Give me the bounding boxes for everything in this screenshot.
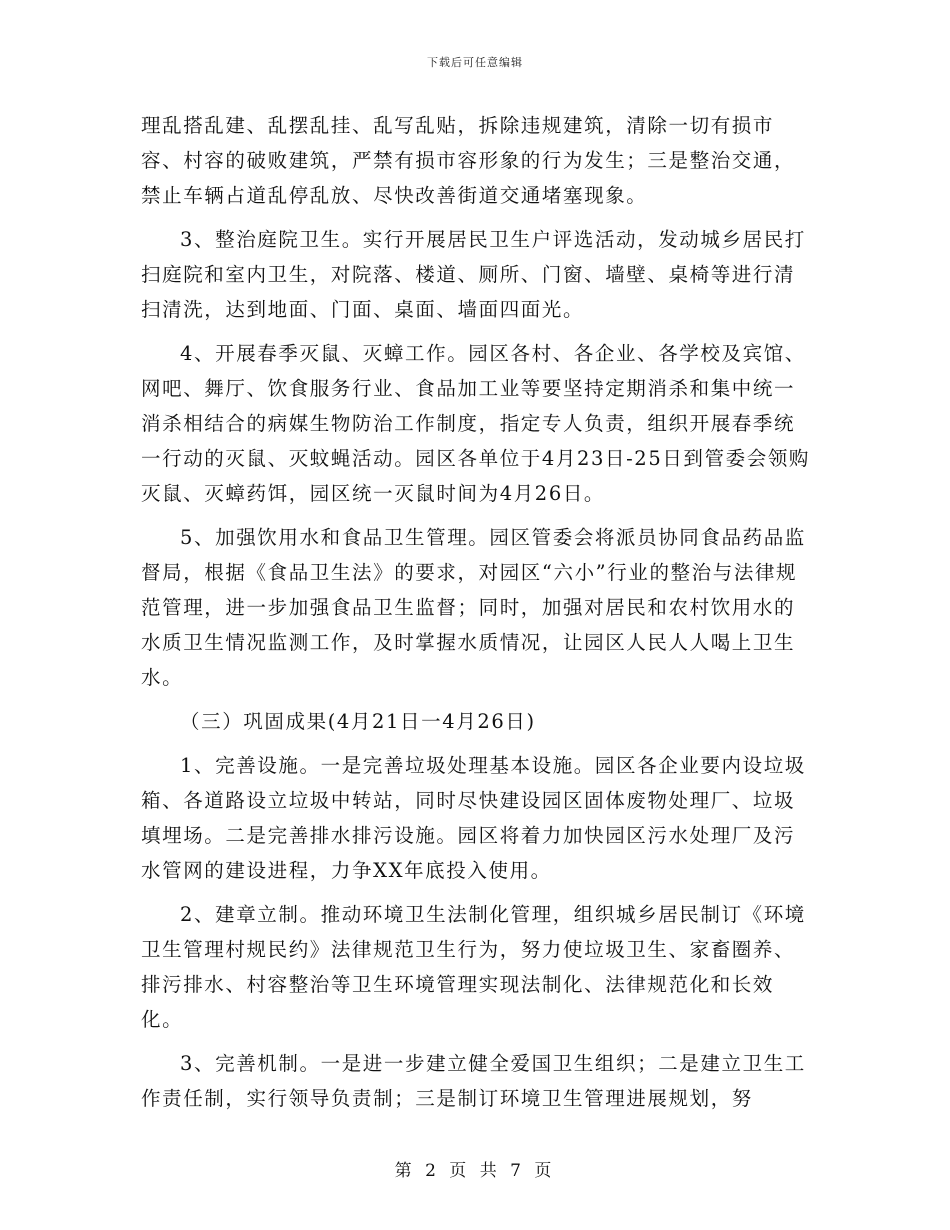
paragraph-item-1: 1、完善设施。一是完善垃圾处理基本设施。园区各企业要内设垃圾箱、各道路设立垃圾中转站，同时尽快建设园区固体废物处理厂、垃圾填埋场。二是完善排水排污设施。园区将着力加快园区污水处理厂及污水管网的建设进程，力争XX年底投入使用。 xyxy=(141,754,806,882)
paragraph-continuation: 理乱搭乱建、乱摆乱挂、乱写乱贴，拆除违规建筑，清除一切有损市容、村容的破败建筑，严禁有损市容形象的行为发生；三是整治交通，禁止车辆占道乱停乱放、尽快改善街道交通堵塞现象。 xyxy=(141,114,796,207)
paragraph-item-5: 5、加强饮用水和食品卫生管理。园区管委会将派员协同食品药品监督局，根据《食品卫生法》的要求，对园区“六小”行业的整治与法律规范管理，进一步加强食品卫生监督；同时，加强对居民和农村饮用水的水质卫生情况监测工作，及时掌握水质情况，让园区人民人人喝上卫生水。 xyxy=(141,526,806,689)
page-header: 下载后可任意编辑 xyxy=(427,56,523,69)
page-footer: 第 2 页 共 7 页 xyxy=(394,1161,556,1181)
paragraph-item-3b: 3、完善机制。一是进一步建立健全爱国卫生组织；二是建立卫生工作责任制，实行领导负责制；三是制订环境卫生管理进展规划，努 xyxy=(141,1052,806,1110)
section-heading: （三）巩固成果(4月21日一4月26日) xyxy=(180,710,536,733)
paragraph-item-3: 3、整治庭院卫生。实行开展居民卫生户评选活动，发动城乡居民打扫庭院和室内卫生，对院落、楼道、厕所、门窗、墙壁、桌椅等进行清扫清洗，达到地面、门面、桌面、墙面四面光。 xyxy=(141,228,806,321)
document-body xyxy=(141,108,811,1125)
paragraph-item-4: 4、开展春季灭鼠、灭蟑工作。园区各村、各企业、各学校及宾馆、网吧、舞厅、饮食服务行业、食品加工业等要坚持定期消杀和集中统一消杀相结合的病媒生物防治工作制度，指定专人负责，组织开展春季统一行动的灭鼠、灭蚊蝇活动。园区各单位于4月23日-25日到管委会领购灭鼠、灭蟑药饵，园区统一灭鼠时间为4月26日。 xyxy=(141,342,811,505)
paragraph-item-2: 2、建章立制。推动环境卫生法制化管理，组织城乡居民制订《环境卫生管理村规民约》法律规范卫生行为，努力使垃圾卫生、家畜圈养、排污排水、村容整治等卫生环境管理实现法制化、法律规范化和长效化。 xyxy=(141,903,806,1031)
